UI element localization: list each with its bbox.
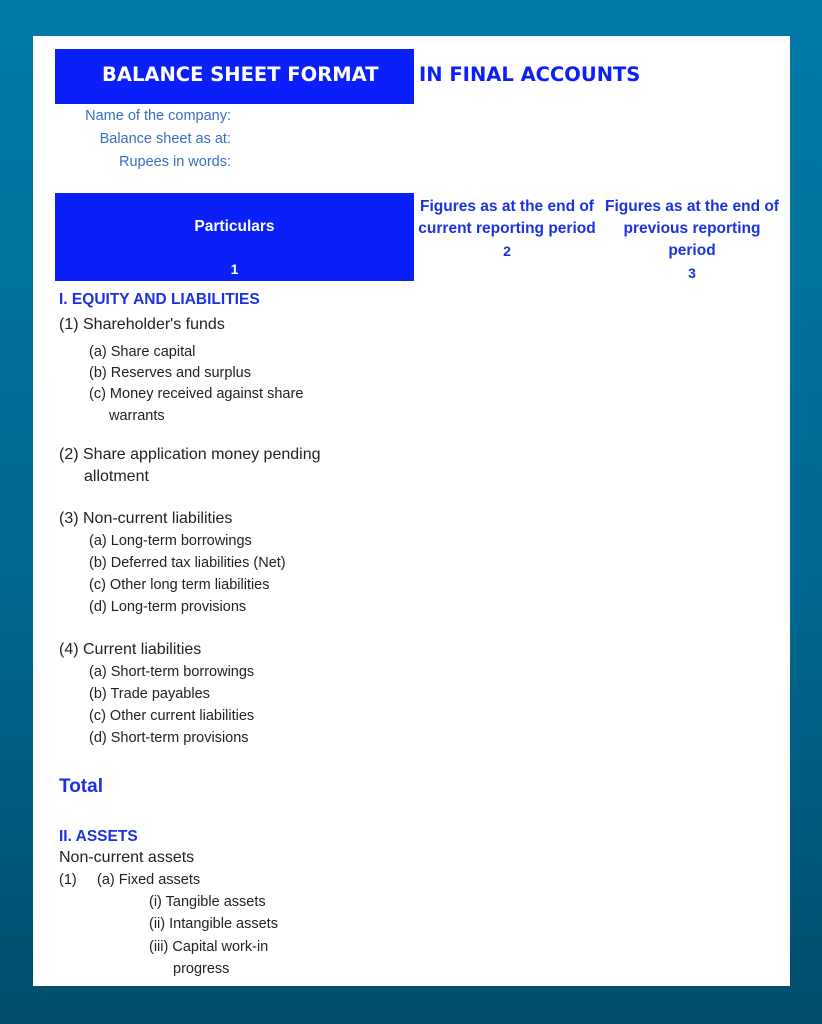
group-current-liabilities: (4) Current liabilities [59,641,202,658]
column-header-previous [602,196,782,284]
title-highlighted: BALANCE SHEET FORMAT [102,63,379,86]
meta-company-name: Name of the company: [85,108,231,124]
title-rest: IN FINAL ACCOUNTS [419,63,641,86]
line-item: (d) Long-term provisions [89,599,247,615]
line-item: (ii) Intangible assets [149,916,278,932]
line-item [89,383,329,427]
line-item: (c) Other long term liabilities [89,577,270,593]
column-header-particulars [55,193,414,281]
group-share-application-money [59,444,359,488]
column-number: 2 [503,243,511,259]
asset-fixed-assets: (a) Fixed assets [97,872,201,888]
meta-rupees-words: Rupees in words: [118,154,231,170]
section-heading-assets: II. ASSETS [59,828,138,845]
line-item: (a) Share capital [89,344,196,360]
group-shareholders-funds: (1) Shareholder's funds [59,316,225,333]
balance-sheet-page [33,36,790,986]
asset-group-number: (1) [59,872,77,888]
line-item: (b) Reserves and surplus [89,365,251,381]
line-item: (d) Short-term provisions [89,730,249,746]
line-item: (b) Trade payables [89,686,210,702]
meta-balance-date: Balance sheet as at: [99,131,231,147]
line-item: (i) Tangible assets [149,894,266,910]
column-label: Figures as at the end of current reporting period [418,198,596,237]
section-heading-equity: I. EQUITY AND LIABILITIES [59,291,260,308]
line-item-text: (iii) Capital work-in progress [149,939,269,977]
line-item: (b) Deferred tax liabilities (Net) [89,555,286,571]
line-item: (c) Other current liabilities [89,708,255,724]
line-item: (a) Long-term borrowings [89,533,252,549]
group-non-current-liabilities: (3) Non-current liabilities [59,510,233,527]
column-label: Figures as at the end of previous reporting period [605,198,779,259]
line-item-text: (c) Money received against share warrants [89,386,304,424]
column-number: 3 [688,265,696,281]
column-header-current [417,196,597,262]
line-item: (a) Short-term borrowings [89,664,255,680]
group-label-text: (2) Share application money pending allotment [59,446,321,485]
line-item [149,936,299,980]
subheading-non-current-assets: Non-current assets [59,849,195,866]
total-label: Total [59,776,103,797]
column-label: Particulars [194,218,275,235]
column-number: 1 [230,261,239,277]
